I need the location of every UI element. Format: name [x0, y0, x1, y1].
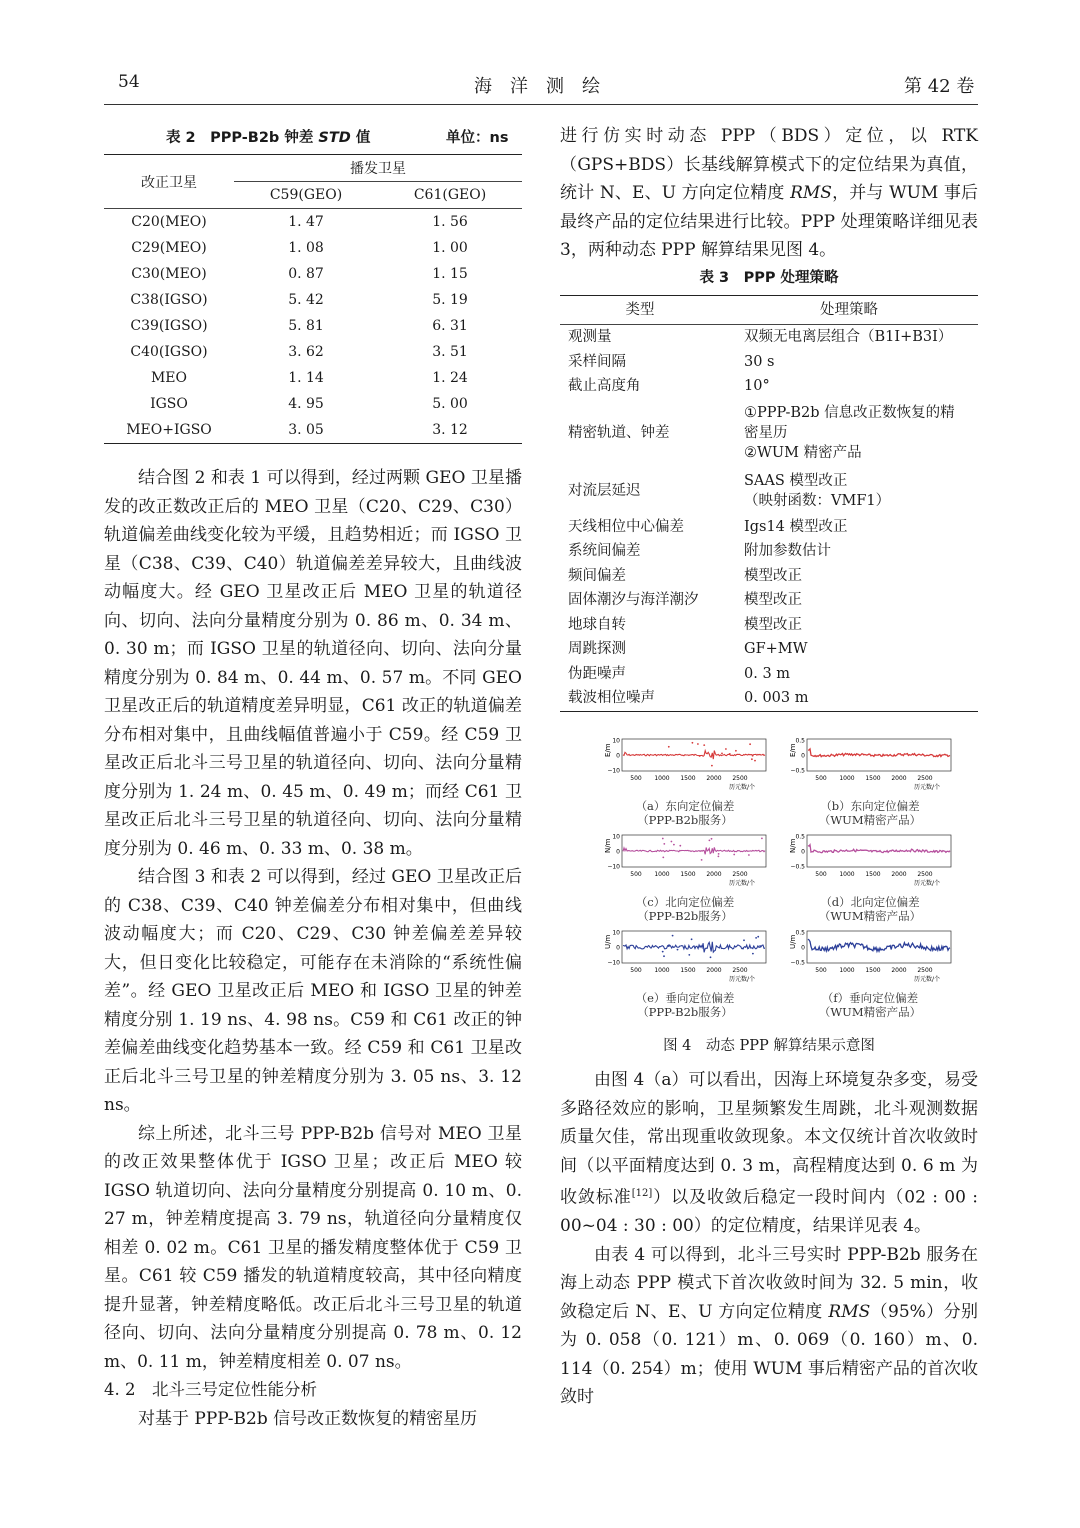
y-tick-label: 10 — [612, 737, 620, 745]
x-tick-label: 1000 — [839, 967, 855, 974]
y-axis-label: U/m — [789, 934, 797, 949]
table2-grid — [104, 154, 522, 444]
y-tick-label: 10 — [612, 929, 620, 937]
outlier-point — [699, 755, 701, 757]
table3-cell-strategy — [720, 539, 978, 564]
table3-row — [560, 374, 978, 399]
table2-cell-value: 1. 14 — [288, 370, 324, 386]
outlier-point — [742, 948, 744, 950]
x-tick-label: 1500 — [865, 967, 881, 974]
table2-cell-value: 5. 19 — [432, 292, 468, 308]
x-tick-label: 2000 — [706, 775, 722, 782]
table2-row — [104, 339, 522, 365]
table2-cell-value: 3. 62 — [288, 344, 324, 360]
y-axis-label: E/m — [789, 743, 797, 757]
table3-row — [560, 350, 978, 375]
x-tick-label: 2000 — [891, 967, 907, 974]
y-tick-label: 0 — [801, 752, 805, 760]
y-tick-label: 10 — [612, 833, 620, 841]
outlier-point — [710, 956, 712, 958]
table3-cell-type: 系统间偏差 — [568, 543, 641, 560]
table3-strategy-line: SAAS 模型改正 — [744, 472, 848, 489]
outlier-point — [718, 856, 720, 858]
table2-row — [104, 209, 522, 236]
x-tick-label: 2000 — [706, 967, 722, 974]
x-tick-label: 1500 — [680, 775, 696, 782]
outlier-point — [748, 854, 750, 856]
y-tick-label: 0.5 — [795, 929, 805, 937]
outlier-point — [679, 845, 681, 847]
table2-cell-value: 1. 08 — [288, 240, 324, 256]
table3-strategy-line: GF+MW — [744, 641, 808, 658]
figure4-panel-d — [785, 831, 955, 923]
table2-row — [104, 365, 522, 391]
table3 — [560, 266, 978, 712]
outlier-point — [729, 753, 731, 755]
panel-caption-source: （WUM精密产品） — [818, 1005, 922, 1019]
y-tick-label: −0.5 — [790, 767, 805, 775]
table3-cell-type: 伪距噪声 — [568, 665, 626, 682]
panel-caption: （d）北向定位偏差 — [820, 895, 920, 909]
figure4-panel-c — [600, 831, 770, 923]
table2-row — [104, 391, 522, 417]
figure4-caption: 图 4 动态 PPP 解算结果示意图 — [663, 1038, 875, 1054]
y-tick-label: 0 — [616, 944, 620, 952]
outlier-point — [663, 955, 665, 957]
outlier-point — [749, 743, 751, 745]
outlier-point — [711, 765, 713, 767]
table3-cell-strategy — [720, 662, 978, 687]
table3-cell-strategy — [720, 686, 978, 711]
table2-cell-value: 1. 47 — [288, 214, 324, 230]
table2-cell-value: 3. 05 — [288, 422, 324, 438]
right-intro-text — [560, 122, 978, 265]
table3-strategy-line: ①PPP-B2b 信息改正数恢复的精 — [744, 404, 955, 421]
left-paragraph-2: 结合图 3 和表 2 可以得到，经过 GEO 卫星改正后的 C38、C39、C40 钟差偏差分布相对集中，但曲线波动幅度大；而 C20、C29、C30 钟差偏差差异较大，但日变化比较稳定，可能存在未消除的“系统性偏差”。经 GEO 卫星改正后 MEO 和 IGSO 卫星的钟差精度分别 1. 19 ns、4. 98 ns。C59 和 C61 改正的钟差偏差曲线变化趋势基本一致。经 C59 和 C61 卫星改正后北斗三号卫星的钟差精度分别为 3. 05 ns、3. 12 ns。 — [104, 867, 522, 1115]
outlier-point — [697, 743, 699, 745]
y-tick-label: 0.5 — [795, 833, 805, 841]
outlier-point — [692, 742, 694, 744]
panel-caption-source: （WUM精密产品） — [818, 909, 922, 923]
table2-row — [104, 417, 522, 444]
series-line — [808, 749, 950, 757]
table3-cell-strategy — [720, 588, 978, 613]
x-tick-label: 1500 — [865, 871, 881, 878]
right-body-text — [560, 1066, 978, 1412]
y-tick-label: −10 — [607, 959, 620, 967]
table3-cell-type: 频间偏差 — [568, 567, 626, 584]
table2-col-group: 播发卫星 — [234, 155, 522, 182]
figure4-panel-f — [785, 927, 955, 1019]
table3-strategy-line: 双频无电离层组合（B1I+B3I） — [744, 329, 953, 346]
table3-row — [560, 515, 978, 540]
table2-cell-satellite: IGSO — [150, 396, 188, 412]
table2-cell-value: 1. 56 — [432, 214, 468, 230]
section-heading: 4. 2 北斗三号定位性能分析 — [104, 1380, 317, 1399]
figure4-plot-f — [785, 927, 955, 987]
outlier-point — [759, 945, 761, 947]
y-tick-label: −10 — [607, 863, 620, 871]
table3-row — [560, 613, 978, 638]
table3-cell-strategy — [720, 564, 978, 589]
right-paragraph-3: 由表 4 可以得到，北斗三号实时 PPP-B2b 服务在海上动态 PPP 模式下首次收敛时间为 32. 5 min，收敛稳定后 N、E、U 方向定位精度 RMS（95%）分别为 0. 058（0. 121）m、0. 069（0. 160）m、0. 114（0. 254）m；使用 WUM 事后精密产品的首次收敛时 — [560, 1244, 978, 1408]
table3-row — [560, 686, 978, 711]
table3-cell-type: 观测量 — [568, 329, 612, 346]
y-axis-label: E/m — [604, 743, 612, 757]
table3-cell-strategy — [720, 637, 978, 662]
y-tick-label: 0.5 — [795, 737, 805, 745]
x-tick-label: 1000 — [654, 967, 670, 974]
y-tick-label: −0.5 — [790, 959, 805, 967]
table2-title: 表 2 PPP-B2b 钟差 STD 值 — [166, 130, 371, 146]
table2-cell-satellite: MEO — [150, 370, 188, 386]
outlier-point — [752, 953, 754, 955]
table3-row — [560, 467, 978, 515]
table3-strategy-line: Igs14 模型改正 — [744, 518, 848, 535]
figure4-panel-e — [600, 927, 770, 1019]
outlier-point — [757, 936, 759, 938]
table3-header-strategy: 处理策略 — [820, 302, 878, 318]
panel-caption: （a）东向定位偏差 — [635, 799, 735, 813]
table3-strategy-line: （映射函数：VMF1） — [744, 492, 891, 509]
figure4-plot-a — [600, 735, 770, 795]
table3-cell-type: 精密轨道、钟差 — [568, 424, 670, 441]
outlier-point — [662, 857, 664, 859]
page-number: 54 — [118, 72, 140, 92]
table2-cell-value: 3. 51 — [432, 344, 468, 360]
outlier-point — [755, 937, 757, 939]
y-tick-label: −10 — [607, 767, 620, 775]
x-axis-label: 历元数/个 — [728, 784, 756, 791]
left-paragraph-1: 结合图 2 和表 1 可以得到，经过两颗 GEO 卫星播发的改正数改正后的 MEO 卫星（C20、C29、C30）轨道偏差曲线变化较为平缓，且趋势相近；而 IGSO 卫星（C38、C39、C40）轨道偏差差异较大，且曲线波动幅度大。经 GEO 卫星改正后 MEO 卫星的轨道径向、切向、法向分量精度分别为 0. 86 m、0. 34 m、0. 30 m；而 IGSO 卫星的轨道径向、切向、法向分量精度分别为 0. 84 m、0. 44 m、0. 57 m。不同 GEO 卫星改正后的轨道精度差异明显，C61 改正的轨道偏差分布相对集中，且曲线幅值普遍小于 C59。经 C59 卫星改正后北斗三号卫星的轨道径向、切向、法向分量精度分别为 1. 24 m、0. 45 m、0. 49 m；而经 C61 卫星改正后北斗三号卫星的轨道径向、切向、法向分量精度分别为 0. 46 m、0. 33 m、0. 38 m。 — [104, 468, 522, 859]
right-paragraph-2: 由图 4（a）可以看出，因海上环境复杂多变，易受多路径效应的影响，卫星频繁发生周跳，北斗观测数据质量欠佳，常出现重收敛现象。本文仅统计首次收敛时间（以平面精度达到 0. 3 m，高程精度达到 0. 6 m 为收敛标准[12]）以及收敛后稳定一段时间内（02 : 00 : 00~04 : 30 : 00）的定位精度，结果详见表 4。 — [560, 1070, 978, 1237]
left-body-text — [104, 464, 522, 1433]
table3-cell-type: 对流层延迟 — [568, 482, 641, 499]
x-tick-label: 1000 — [654, 871, 670, 878]
outlier-point — [761, 838, 763, 840]
x-tick-label: 2500 — [917, 871, 933, 878]
outlier-point — [743, 939, 745, 941]
panel-caption: （c）北向定位偏差 — [635, 895, 735, 909]
series-line — [623, 751, 765, 760]
x-tick-label: 2500 — [917, 967, 933, 974]
x-tick-label: 2000 — [891, 775, 907, 782]
x-tick-label: 1500 — [680, 967, 696, 974]
right-paragraph-1: 进行仿实时动态 PPP（BDS）定位，以 RTK（GPS+BDS）长基线解算模式下的定位结果为真值，统计 N、E、U 方向定位精度 RMS，并与 WUM 事后最终产品的定位结果进行比较。PPP 处理策略详细见表 3，两种动态 PPP 解算结果见图 4。 — [560, 126, 979, 260]
x-tick-label: 500 — [630, 967, 642, 974]
table2-cell-satellite: C30(MEO) — [131, 266, 207, 282]
outlier-point — [662, 838, 664, 840]
left-paragraph-4: 对基于 PPP-B2b 信号改正数恢复的精密星历 — [138, 1408, 478, 1429]
y-axis-label: N/m — [604, 838, 612, 853]
table3-row — [560, 662, 978, 687]
x-tick-label: 1000 — [654, 775, 670, 782]
header-rule — [104, 104, 978, 105]
x-tick-label: 1500 — [680, 871, 696, 878]
table2-cell-value: 1. 00 — [432, 240, 468, 256]
x-tick-label: 500 — [815, 967, 827, 974]
outlier-point — [672, 935, 674, 937]
table2-cell-value: 4. 95 — [288, 396, 324, 412]
table3-header-type: 类型 — [625, 302, 655, 318]
table3-strategy-line: 0. 003 m — [744, 690, 809, 707]
x-axis-label: 历元数/个 — [728, 976, 756, 983]
y-tick-label: 0 — [616, 752, 620, 760]
panel-caption-source: （PPP-B2b服务） — [637, 813, 733, 827]
table3-cell-type: 周跳探测 — [568, 641, 626, 658]
table2-cell-satellite: C39(IGSO) — [130, 318, 208, 334]
x-tick-label: 1000 — [839, 871, 855, 878]
figure4 — [600, 735, 950, 1025]
table2-cell-satellite: C20(MEO) — [131, 214, 207, 230]
panel-caption-source: （WUM精密产品） — [818, 813, 922, 827]
series-line — [808, 939, 950, 951]
x-axis-label: 历元数/个 — [913, 976, 941, 983]
series-line — [808, 845, 950, 853]
x-tick-label: 2500 — [732, 967, 748, 974]
y-axis-label: U/m — [604, 934, 612, 949]
figure4-panel-b — [785, 735, 955, 827]
table3-strategy-line: 模型改正 — [744, 616, 802, 633]
panel-caption-source: （PPP-B2b服务） — [637, 909, 733, 923]
table2-cell-value: 1. 15 — [432, 266, 468, 282]
table3-cell-strategy — [720, 399, 978, 467]
table3-grid — [560, 295, 978, 712]
y-tick-label: 0 — [616, 848, 620, 856]
outlier-point — [677, 949, 679, 951]
table2-unit: 单位：ns — [446, 130, 509, 146]
table3-strategy-line: ②WUM 精密产品 — [744, 444, 862, 461]
figure4-plot-e — [600, 927, 770, 987]
table3-strategy-line: 模型改正 — [744, 592, 802, 609]
y-tick-label: −0.5 — [790, 863, 805, 871]
left-paragraph-3: 综上所述，北斗三号 PPP-B2b 信号对 MEO 卫星的改正效果整体优于 IGSO 卫星；改正后 MEO 较 IGSO 轨道切向、法向分量精度分别提高 0. 10 m、0. 27 m，钟差精度提高 3. 79 ns，轨道径向分量精度仅相差 0. 02 m。C61 卫星的播发精度整体优于 C59 卫星。C61 较 C59 播发的轨道精度较高，其中径向精度提升显著，钟差精度略低。改正后北斗三号卫星的轨道径向、切向、法向分量精度分别提高 0. 78 m、0. 12 m、0. 11 m，钟差精度相差 0. 07 ns。 — [104, 1123, 522, 1372]
outlier-point — [663, 843, 665, 845]
outlier-point — [735, 750, 737, 752]
table3-cell-type: 地球自转 — [568, 616, 626, 633]
outlier-point — [721, 753, 723, 755]
x-tick-label: 2500 — [732, 871, 748, 878]
table3-row — [560, 564, 978, 589]
outlier-point — [752, 755, 754, 757]
panel-caption: （e）垂向定位偏差 — [635, 991, 735, 1005]
table2 — [104, 126, 522, 444]
panel-caption-source: （PPP-B2b服务） — [637, 1005, 733, 1019]
x-tick-label: 1000 — [839, 775, 855, 782]
outlier-point — [703, 744, 705, 746]
y-tick-label: 0 — [801, 848, 805, 856]
table3-strategy-line: 密星历 — [744, 424, 788, 441]
table2-col-c59: C59(GEO) — [269, 187, 343, 203]
table3-row — [560, 539, 978, 564]
x-tick-label: 2000 — [891, 871, 907, 878]
table3-cell-strategy — [720, 325, 978, 350]
outlier-point — [673, 844, 675, 846]
table2-cell-satellite: C40(IGSO) — [130, 344, 208, 360]
table2-row — [104, 235, 522, 261]
series-line — [623, 847, 765, 854]
figure4-plot-b — [785, 735, 955, 795]
table3-strategy-line: 10° — [744, 378, 770, 395]
outlier-point — [701, 859, 703, 861]
table2-cell-value: 0. 87 — [288, 266, 324, 282]
outlier-point — [709, 840, 711, 842]
x-axis-label: 历元数/个 — [913, 784, 941, 791]
table3-title: 表 3 PPP 处理策略 — [699, 270, 839, 286]
outlier-point — [733, 854, 735, 856]
table3-cell-strategy — [720, 374, 978, 399]
outlier-point — [671, 841, 673, 843]
x-tick-label: 2000 — [706, 871, 722, 878]
outlier-point — [711, 838, 713, 840]
x-axis-label: 历元数/个 — [728, 880, 756, 887]
x-tick-label: 1500 — [865, 775, 881, 782]
x-tick-label: 500 — [815, 871, 827, 878]
table2-cell-satellite: MEO+IGSO — [126, 422, 212, 438]
table3-cell-type: 采样间隔 — [568, 353, 626, 370]
volume-label: 第 42 卷 — [904, 76, 975, 97]
table2-cell-value: 6. 31 — [432, 318, 468, 334]
table3-row — [560, 325, 978, 350]
y-tick-label: 0 — [801, 944, 805, 952]
outlier-point — [691, 938, 693, 940]
table3-cell-type: 固体潮汐与海洋潮汐 — [568, 592, 699, 609]
outlier-point — [662, 951, 664, 953]
table3-row — [560, 399, 978, 467]
x-tick-label: 500 — [815, 775, 827, 782]
x-tick-label: 500 — [630, 871, 642, 878]
outlier-point — [668, 746, 670, 748]
panel-caption: （f）垂向定位偏差 — [821, 991, 919, 1005]
series-line — [623, 942, 765, 953]
table3-cell-strategy — [720, 515, 978, 540]
table3-strategy-line: 附加参数估计 — [744, 543, 831, 560]
table2-row — [104, 287, 522, 313]
table2-row — [104, 313, 522, 339]
table2-cell-value: 1. 24 — [432, 370, 468, 386]
x-tick-label: 2500 — [917, 775, 933, 782]
table2-col-c61: C61(GEO) — [413, 187, 487, 203]
figure4-plot-c — [600, 831, 770, 891]
x-axis-label: 历元数/个 — [913, 880, 941, 887]
table3-cell-type: 天线相位中心偏差 — [568, 518, 684, 535]
table2-cell-satellite: C29(MEO) — [131, 240, 207, 256]
table3-cell-strategy — [720, 350, 978, 375]
table3-strategy-line: 0. 3 m — [744, 665, 791, 682]
table3-cell-type: 载波相位噪声 — [568, 690, 655, 707]
table2-cell-value: 5. 81 — [288, 318, 324, 334]
panel-caption: （b）东向定位偏差 — [820, 799, 920, 813]
journal-title: 海 洋 测 绘 — [474, 76, 600, 97]
outlier-point — [751, 758, 753, 760]
outlier-point — [725, 748, 727, 750]
table3-strategy-line: 30 s — [744, 353, 775, 370]
table2-cell-value: 3. 12 — [432, 422, 468, 438]
outlier-point — [688, 954, 690, 956]
table2-row-header: 改正卫星 — [141, 174, 197, 191]
table3-cell-type: 截止高度角 — [568, 378, 641, 395]
outlier-point — [718, 853, 720, 855]
x-tick-label: 500 — [630, 775, 642, 782]
table3-cell-strategy — [720, 467, 978, 515]
table2-cell-satellite: C38(IGSO) — [130, 292, 208, 308]
table2-cell-value: 5. 00 — [432, 396, 468, 412]
figure4-plot-d — [785, 831, 955, 891]
table3-row — [560, 588, 978, 613]
table2-cell-value: 5. 42 — [288, 292, 324, 308]
table3-row — [560, 637, 978, 662]
table3-strategy-line: 模型改正 — [744, 567, 802, 584]
y-axis-label: N/m — [789, 838, 797, 853]
figure4-panel-a — [600, 735, 770, 827]
x-tick-label: 2500 — [732, 775, 748, 782]
plot-frame — [807, 931, 951, 963]
outlier-point — [668, 945, 670, 947]
outlier-point — [754, 760, 756, 762]
table2-row — [104, 261, 522, 287]
table3-cell-strategy — [720, 613, 978, 638]
